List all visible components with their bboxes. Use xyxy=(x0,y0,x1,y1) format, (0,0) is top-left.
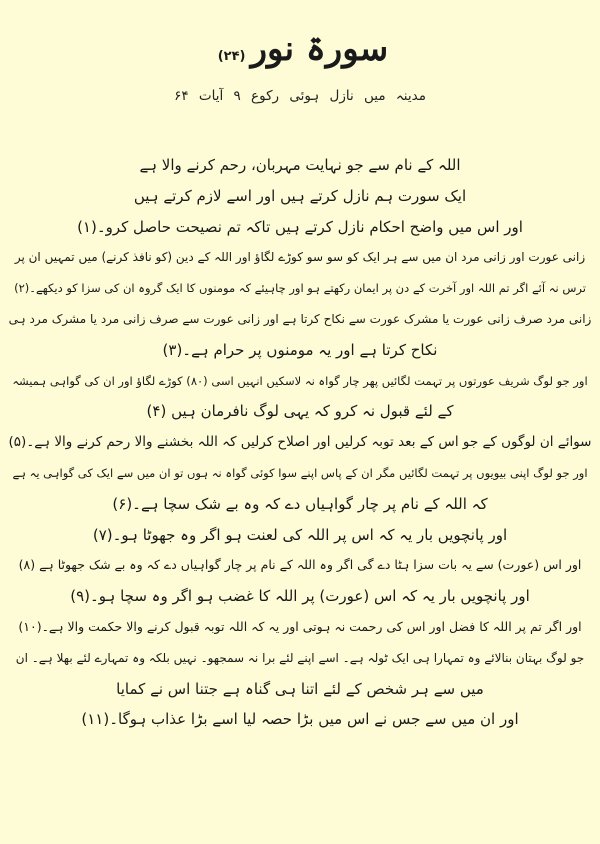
surah-meta: مدینہ میں نازل ہوئی رکوع ۹ آیات ۶۴ xyxy=(174,88,426,104)
surah-title: سورۃ نور xyxy=(250,29,389,69)
text-line: ترس نہ آئے اگر تم اللہ اور آخرت کے دن پر ایمان رکھتے ہو اور چاہیئے کہ مومنوں کا ایک گروہ ان کی سزا کو دیکھے۔(۲) xyxy=(14,281,586,296)
text-line: اور اس میں واضح احکام نازل کرتے ہیں تاکہ تم نصیحت حاصل کرو۔(۱) xyxy=(77,217,523,236)
text-line: زانی مرد صرف زانی عورت یا مشرک عورت سے نکاح کرتا ہے اور زانی عورت سے صرف زانی مرد یا مشرک مرد ہی xyxy=(8,311,592,326)
verse-text xyxy=(8,150,592,735)
text-line: اور جو لوگ اپنی بیویوں پر تہمت لگائیں مگر ان کے پاس اپنے سوا کوئی گواہ نہ ہوں تو ان میں سے ایک کی گواہی یہ ہے xyxy=(12,465,588,480)
text-line: ایک سورت ہم نازل کرتے ہیں اور اسے لازم کرتے ہیں xyxy=(133,186,467,205)
text-line: اور پانچویں بار یہ کہ اس پر اللہ کی لعنت ہو اگر وہ جھوٹا ہو۔(۷) xyxy=(92,525,508,544)
text-line: جو لوگ بہتان بنالائے وہ تمہارا ہی ایک ٹولہ ہے۔ اسے اپنے لئے برا نہ سمجھو۔ نہیں بلکہ وہ تمہارے لئے بھلا ہے۔ ان xyxy=(15,650,585,665)
text-line: اور پانچویں بار یہ کہ اس (عورت) پر اللہ کا غضب ہو اگر وہ سچا ہو۔(۹) xyxy=(70,587,530,606)
text-line: اور ان میں سے جس نے اس میں بڑا حصہ لیا اسے بڑا عذاب ہوگا۔(۱۱) xyxy=(81,710,519,729)
text-line: زانی عورت اور زانی مرد ان میں سے ہر ایک کو سو سو کوڑے لگاؤ اور اللہ کے دین (کو نافذ کرنے) میں تمہیں ان پر xyxy=(14,250,586,265)
page-header xyxy=(0,28,600,69)
text-line: اور اس (عورت) سے یہ بات سزا ہٹا دے گی اگر وہ اللہ کے نام پر چار گواہیاں دے کہ وہ بے شک جھوٹا ہے (۸) xyxy=(18,557,582,573)
text-line: اللہ کے نام سے جو نہایت مہربان، رحم کرنے والا ہے xyxy=(139,156,461,174)
text-line: اور جو لوگ شریف عورتوں پر تہمت لگائیں پھر چار گواہ نہ لاسکیں انہیں اسی (۸۰) کوڑے لگاؤ اور ان کی گواہی ہمیشہ xyxy=(12,373,588,388)
text-line: میں سے ہر شخص کے لئے اتنا ہی گناہ ہے جتنا اس نے کمایا xyxy=(116,679,484,698)
text-line: کہ اللہ کے نام پر چار گواہیاں دے کہ وہ بے شک سچا ہے۔(۶) xyxy=(112,494,488,513)
text-line: نکاح کرتا ہے اور یہ مومنوں پر حرام ہے۔(۳) xyxy=(162,340,438,359)
surah-number: (۲۴) xyxy=(217,49,246,64)
text-line: کے لئے قبول نہ کرو کہ یہی لوگ نافرمان ہیں (۴) xyxy=(146,402,454,421)
text-line: سوائے ان لوگوں کے جو اس کے بعد توبہ کرلیں اور اصلاح کرلیں کہ اللہ بخشنے والا رحم کرنے والا ہے۔(۵) xyxy=(8,434,592,451)
text-line: اور اگر تم پر اللہ کا فضل اور اس کی رحمت نہ ہوتی اور یہ کہ اللہ توبہ قبول کرنے والا حکمت والا ہے۔(۱۰) xyxy=(18,618,582,634)
